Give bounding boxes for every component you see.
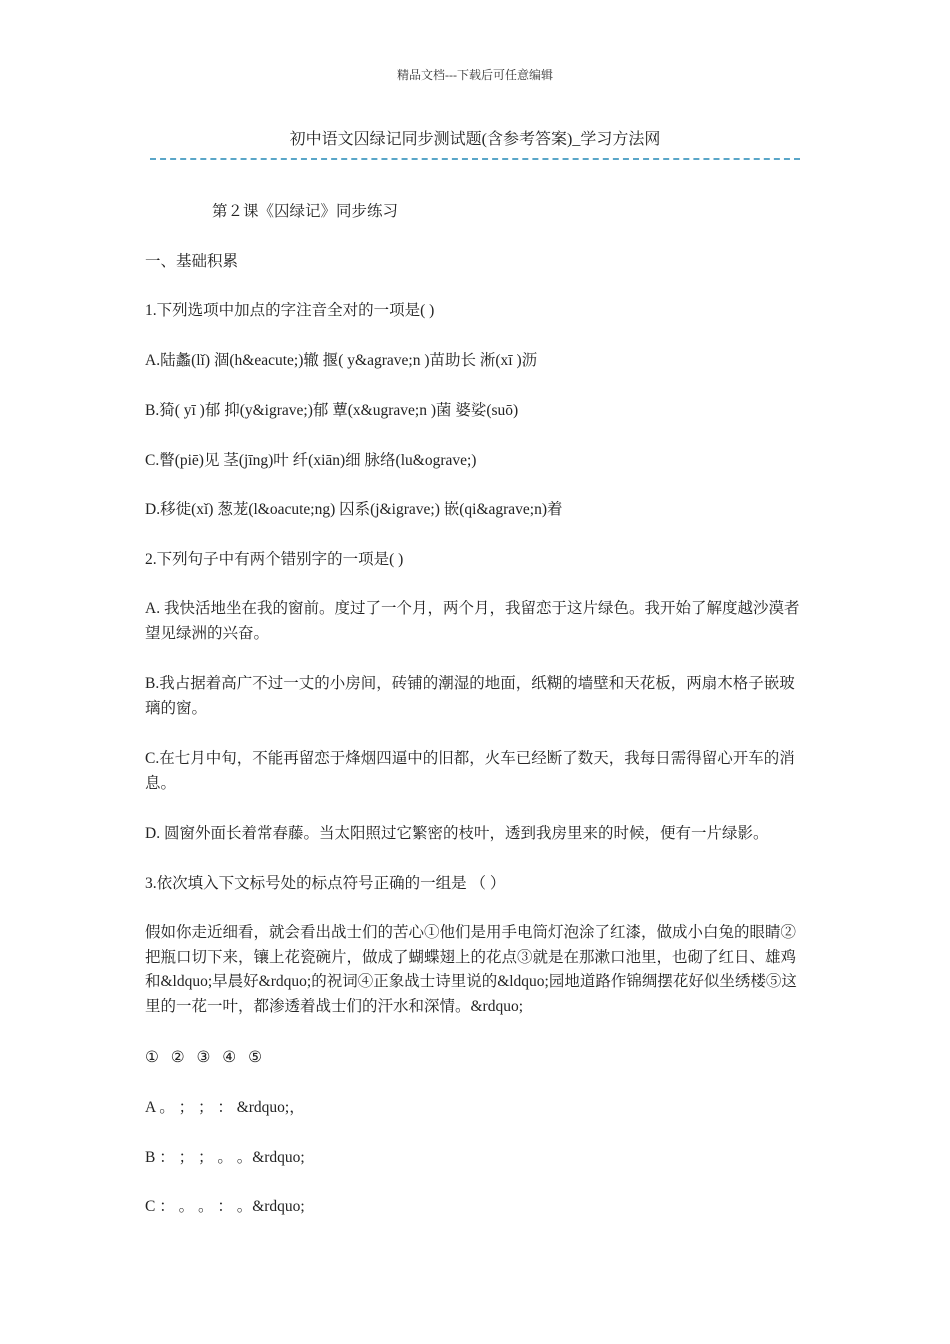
question-2-option-a: A. 我快活地坐在我的窗前。度过了一个月，两个月，我留恋于这片绿色。我开始了解度越沙漠者望见绿洲的兴奋。 — [145, 600, 800, 642]
header-note: 精品文档---下载后可任意编辑 — [397, 68, 553, 82]
question-1: 1.下列选项中加点的字注音全对的一项是( ) — [145, 302, 435, 319]
question-1-option-d: D.移徙(xǐ) 葱茏(l&oacute;ng) 囚系(j&igrave;) 嵌(qi&agrave;n)着 — [145, 501, 563, 518]
question-3-markers: ① ② ③ ④ ⑤ — [145, 1049, 266, 1066]
section-heading: 一、基础积累 — [145, 253, 239, 270]
question-3-option-c: C ： 。 。 ： 。&rdquo; — [145, 1198, 305, 1215]
question-3-option-b: B ： ； ； 。 。&rdquo; — [145, 1149, 305, 1166]
question-2: 2.下列句子中有两个错别字的一项是( ) — [145, 551, 404, 568]
document-title: 初中语文囚绿记同步测试题(含参考答案)_学习方法网 — [289, 131, 661, 148]
question-2-option-d: D. 圆窗外面长着常春藤。当太阳照过它繁密的枝叶，透到我房里来的时候，便有一片绿影。 — [145, 825, 769, 842]
lesson-title: 第２课《囚绿记》同步练习 — [212, 203, 399, 220]
question-1-option-a: A.陆蠡(lǐ) 涸(h&eacute;)辙 揠( y&agrave;n )苗助长 淅(xī )沥 — [145, 352, 538, 369]
title-divider — [150, 158, 800, 160]
question-1-option-c: C.瞥(piē)见 茎(jīng)叶 纤(xiān)细 脉络(lu&ograve;) — [145, 452, 477, 469]
question-3-option-a: A 。 ； ； ： &rdquo;， — [145, 1099, 305, 1116]
question-3-passage: 假如你走近细看，就会看出战士们的苦心①他们是用手电筒灯泡涂了红漆，做成小白兔的眼睛②把瓶口切下来，镶上花瓷碗片，做成了蝴蝶翅上的花点③就是在那漱口池里，也砌了红日、雄鸡和&ldquo;早晨好&rdquo;的祝词④正象战士诗里说的&ldquo;园地道路作锦绸摆花好似坐绣楼⑤这里的一花一叶，都渗透着战士们的汗水和深情。&rdquo; — [145, 924, 797, 1015]
question-3: 3.依次填入下文标号处的标点符号正确的一组是 （ ） — [145, 875, 506, 892]
question-2-option-b: B.我占据着高广不过一丈的小房间，砖铺的潮湿的地面，纸糊的墙壁和天花板，两扇木格子嵌玻璃的窗。 — [145, 675, 795, 717]
question-1-option-b: B.猗( yī )郁 抑(y&igrave;)郁 蕈(x&ugrave;n )菌 婆娑(suō) — [145, 402, 519, 419]
question-2-option-c: C.在七月中旬，不能再留恋于烽烟四逼中的旧都，火车已经断了数天，我每日需得留心开车的消息。 — [145, 750, 795, 792]
